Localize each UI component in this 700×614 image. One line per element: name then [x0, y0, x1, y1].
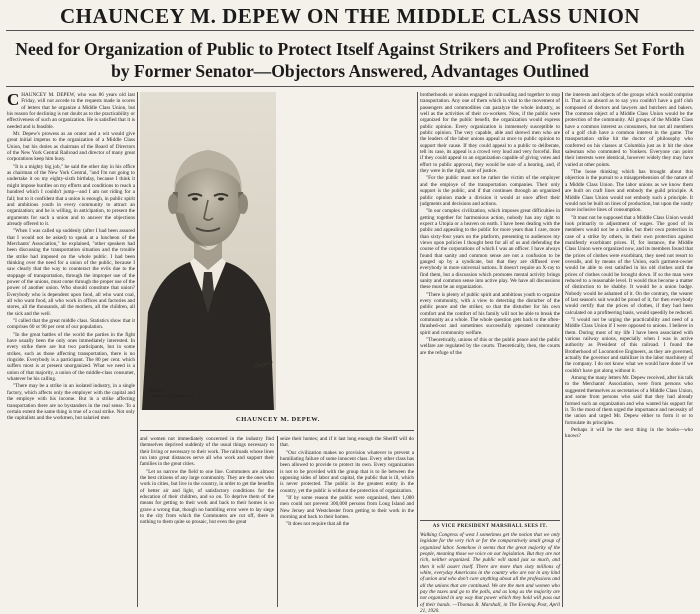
sidebar-quote-title: AS VICE PRESIDENT MARSHALL SEES IT.	[432, 524, 548, 529]
column-paragraph: "There is plenty of public spirit and ambitious youth to organize every community, with a view to detecting the disturber of the public peace and the striker, so that the disturber for his own comfort and the comfort of his family will not be able to break the community as a whole. The whole question gets back to the often-thrashed-out and sometimes successfully operated community spirit and community welfare.	[420, 291, 560, 336]
caption-rule	[140, 430, 414, 431]
article-column-1	[7, 92, 135, 607]
column-paragraph: Perhaps it will be the next thing in the books—who knows?	[565, 426, 693, 440]
column-paragraph: "It does not require that all the	[286, 521, 350, 528]
photo-caption: CHAUNCEY M. DEPEW.	[236, 416, 320, 423]
column-paragraph: "In our complex civilization, which imposes great difficulties in getting together for harmonious action, nobody has any right to expect a Utopia or a heaven on earth. I have been dealing with the public and appealing to the public for more years than I care, more than sixty-four years on the platform, presenting to audiences my views upon policies I thought best for all of us and defending the course of the corporations of which I was an officer. I have always found that sanity and common sense are not a confusion to be gauged up by a syndicate, but that they are diffused over everybody in more universal nations. It doesn't require an X-ray to find them, but a discussion which promotes mental activity brings sanity and common sense into active play. We have all discussions these must be an organization.	[420, 208, 560, 291]
column-paragraph: "Our civilization makes no provision whatever to prevent a humiliating failure of some innocent class. Every other class has been allowed to provide to protect its own. Every organization is not to be provided with the group that is to lie between the opposing sides of labor and capital, the public that is ill, which is never protected. The public is the greatest entity in the country, yet the public is without the protection of organization.	[280, 449, 414, 494]
column-paragraph: "The loose thinking which has brought about this objection is the pursuit to a misapprehension of the nature of a Middle Class Union. The labor unions as we know them are built on craft lines and embody the guild principle. A Middle Class Union would not embody such a principle. It would not be built on lines of production, but upon the vastly more inclusive lines of consumption.	[565, 169, 693, 214]
drop-cap: C	[7, 92, 20, 109]
article-column-3	[280, 436, 414, 607]
subhead-rule	[6, 86, 694, 87]
column-rule	[277, 436, 278, 607]
column-paragraph: seize their homes; and if it last long enough the Sheriff will do that.	[280, 436, 414, 449]
column-paragraph	[7, 92, 135, 130]
column-paragraph: "In the great battles of the world the parties in the fight have usually been the only ones immediately interested. In every strike there are but two participants, but in some strikes, such as those affecting transportation, there is no ringside. Everybody is a participant. The 80 per cent. which suffers most is at present unorganized. What we need is a union of that majority, a union of the middle-class consumer, whatever be his calling.	[7, 331, 135, 383]
column-paragraph: "Let us narrow the field to one line. Commuters are almost the best citizens of any large community. They are the ones who work in cities, but live in the country, in order to get the benefits of better air and light, of satisfactory conditions for the education of their children, and so on. To deprive them of the means for getting to their work and back to their homes is so grave a wrong that, though no humbling error were to lay siege to the city from which the Commuters are cut off, there is nothing to them quite so prosaic, but even the great	[140, 468, 274, 526]
column-paragraph: brotherhoods or unions engaged in railroading and together to stop transportation. Any one of them which is vital to the movement of passengers and commodities can paralyze the whole industry, as well as the activities of their co-workers. Now, if the public were organized for the public benefit, the organization would express public opinion. Every organization is immensely susceptible to public opinion. The very capable, able and shrewd men who are the leaders of the labor unions appeal at once to public opinion to support their cause. If they could appeal to a public to deliberate, tell its case, its appeal is a crowd very loud and very forceful. But if they could appeal to an organization capable of giving votes and effort to public approval, they would be sure of a hearing, and, if they were in the right, sure of justice.	[420, 92, 560, 175]
column-paragraph: "For the public must not be rather the victim of the employer and the employe of the transportation companies. Their only support is the public, and if that continues through an organized public opinion made a division it would at once affect their judgments and decisions and actions.	[420, 175, 560, 207]
column-rule	[137, 92, 138, 607]
column-paragraph: "Theoretically, unions of this or the public peace and the public welfare are regulated by the courts. Theoretically, then, the courts are the refuge of the	[420, 337, 560, 356]
article-column-2	[140, 436, 274, 607]
column-paragraph: the interests and objects of the groups which would comprise it. That is as absurd as to say you couldn't have a golf club composed of doctors and lawyers and butchers and bakers. The common object of a Middle Class Union would be the protection of the community. All groups of the Middle Class have a common interest as consumers, but not all members of a golf club have a common interest in the game. The transportation strike hit the doctor of philosophy who conferred on his classes at Columbia just as it hit the shoe salesman who commuted to Yonkers. Everyone can point their interests were identical, however widely they may have varied at other points.	[565, 92, 693, 168]
sidebar-quote-body: Walking Congress of west I sometimes get the notion that we only legislate for the very rich or for the comparatively small group of organized labor. Somehow it seems that the great majority of the people, meaning those we voice on our legislation. But they are not rich, neither organized. The public will stand just so much, and then it will assert itself. There are more than sixty millions of white, everyday Americans in the country who are not in any kind of union and who don't care anything about all the professions and all the unions that are continued. We are the men and women who pay the taxes and go to the polls, and as long as the majority are not organized in any way that power which they hold will pass out of their hands. —Thomas R. Marshall, in The Evening Post, April 21, 1920.	[420, 532, 560, 614]
article-column-5	[565, 92, 693, 607]
column-paragraph: "If by some reason the public were organized, then 1,000 men could not prevent 300,000 persons from Long Island and New Jersey and Westchester from getting to their work in the morning and back to their homes.	[280, 495, 414, 521]
column-paragraph: "There may be a strike in an isolated industry, in a single factory, which affects only the employer with the capital and the employe with his income. But in a strike affecting transportation there are no bystanders in the real sense. To a certain extent the same thing is true of a coal strike. Not only the capitalists and the workmen, but salaried men	[7, 383, 135, 422]
column-rule	[562, 92, 563, 607]
column-paragraph: "When I was called up suddenly (after I had been assured that I would not be asked) to speak at a luncheon of the Merchants' Association," he explained, "other speakers had been discussing the transportation situation and the trouble the strike had imposed on the whole public. I had been thinking over the need for a union of the public, because I saw clearly that the way to counteract the evils due to the stoppage of transportation, through the improper use of the power of the unions, must come through the proper use of the power of another union. Who should constitute that union? Everybody who is dependent upon food, all who want coal, all who want food, all who work in offices and factories and stores, all the thousands, all the mothers, all the children, all the sick and the well.	[7, 228, 135, 317]
column-rule	[417, 92, 418, 607]
column-paragraph: "I would not be urging the practicability and need of a Middle Class Union if I were opposed to unions. I believe in them. During most of my life I have been associated with various railway unions, especially when I was in active authority as President of this railroad. I found the Brotherhood of Locomotive Engineers, as they are governed, actually the governor and stabilizer in the labor machinery of the company. I do not know what we would have done if we couldn't have got along without it.	[565, 317, 693, 374]
column-paragraph: "I called that the great middle class. Statistics show that it comprises 60 or 90 per cent of our population.	[7, 318, 135, 331]
paragraph-text: HAUNCEY M. DEPEW, who was 86 years old last Friday, will not accede to the requests made in scores of letters that he organize a Middle Class Union, but his reason for declining is not doubt as to the practicability or effectiveness of such an organization. He is satisfied that it is needed and is feasible.	[7, 92, 135, 130]
portrait-photo	[140, 92, 276, 410]
column-paragraph: "It is a mighty big job," he said the other day in his office as chairman of the New York Central, "and I'm not going to undertake it on my eighty-sixth birthday, because I think it might impose hurdles on my efforts and conditions to reach a hundred which I couldn't jump—and I am not riding for a fall; but to it confident that a union is enough, in public spirit and ambitious youth in every community to attract an organization; and he is willing, in anticipation, to present the arguments for such a union and to answer the objections already offered to it.	[7, 163, 135, 227]
subheadline: Need for Organization of Public to Protect Itself Against Strikers and Profiteers Set Forth by Former Senator—Objectors Answered, Advantages Outlined	[15, 39, 685, 81]
column-paragraph: Mr. Depew's prowess as an orator and a wit would give great initial impetus to the organization of a Middle Class Union, but his duties as chairman of the Board of Directors of the New York Central Railroad and director of many great corporations keep him busy.	[7, 131, 135, 163]
column-paragraph: Among the many letters Mr. Depew received, after his talk to the Merchants' Association, were from persons who suggested themselves as secretaries of a Middle Class Union, and some from persons who said that they had already formed such an organization and who wanted his support for it. To the most of them urged the importance and necessity of the union and urged Mr. Depew either to form it or to formulate its principles.	[565, 375, 693, 426]
article-column-4	[420, 92, 560, 518]
headline-rule	[6, 30, 694, 31]
svg-text:Depew: Depew	[252, 358, 274, 370]
column-paragraph: "It must not be supposed that a Middle Class Union would look primarily to adjustment of wages. The good of its members would not be a strike, but their own protection in case of a strike by others, in their own protection against manifestly exorbitant prices. If, for instance, the Middle Class Union were organized now, and its members found that the prices of clothes were exorbitant, they need not resort to overalls, and by means of the Union, each garment-owner would be able to rest satisfied in his old clothes until the prices of clothes could be brought down. If so the man were reduced to a reasonable level. It would thus become a matter of distinction to be shabby. It would be a union badge. Nobody would be ashamed of it. On the contrary, the wearer of last season's suit would be proud of it, for then everybody would certify that the prices of clothes, if they had been calculated on a profiteering basis, would speedily be reduced.	[565, 214, 693, 316]
quote-rule	[420, 520, 560, 521]
portrait-illustration	[140, 92, 276, 410]
photo-credit: Photo © Underwood & Underwood	[150, 388, 193, 398]
headline: CHAUNCEY M. DEPEW ON THE MIDDLE CLASS UNION	[59, 4, 640, 28]
column-paragraph: and women not immediately concerned in the industry find themselves deprived suddenly of the usual things necessary to their living or necessary to their work. The railroads whose lines run into great distances serve all who work and support their families in the great cities.	[140, 436, 274, 468]
